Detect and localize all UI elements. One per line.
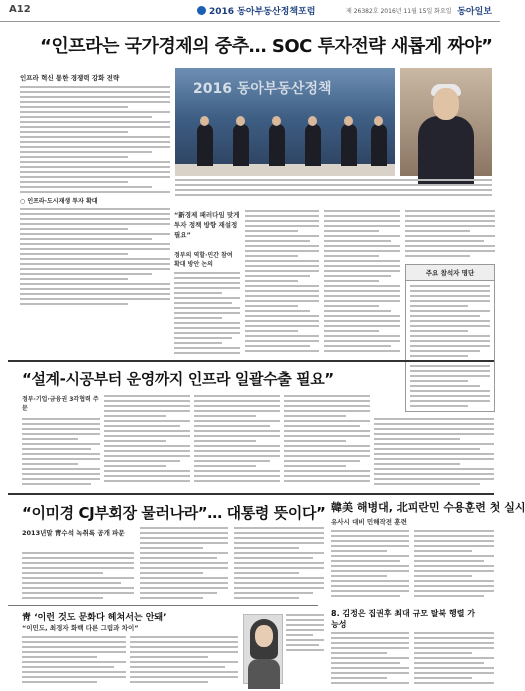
third-headline: “이미경 CJ부회장 물러나라”… 대통령 뜻이다” — [22, 504, 326, 522]
right-headline-2: 8. 김정은 집권후 최대 규모 탈북 행렬 가능성 — [331, 609, 476, 629]
second-body-col4 — [284, 395, 370, 488]
second-body-col2 — [104, 395, 190, 488]
main-body-col1b — [20, 208, 170, 308]
paper-name: 동아일보 — [457, 7, 492, 17]
page-header — [0, 0, 500, 22]
main-lead: 인프라 혁신 통한 경쟁력 강화 전략 — [20, 74, 120, 82]
photo-banner: 2016 동아부동산정책 — [193, 81, 332, 97]
attendee-box-title: 주요 참석자 명단 — [406, 265, 494, 281]
third-body-col3 — [234, 527, 324, 603]
right2-body-col2 — [414, 632, 494, 686]
section-divider-2 — [8, 493, 494, 495]
main-body-col1 — [20, 86, 170, 196]
issue-date: 제 26382호 2016년 11월 15일 화요일 — [346, 8, 452, 15]
artist-portrait — [243, 614, 283, 684]
right-body-col2 — [414, 530, 494, 602]
forum-title — [197, 4, 315, 17]
main-headline: “인프라는 국가경제의 중추… SOC 투자전략 새롭게 짜야” — [40, 36, 493, 57]
right2-body-col1 — [331, 632, 409, 686]
main-subhead-1: ○ 인프라·도시재생 투자 확대 — [20, 198, 98, 205]
portrait-caption — [286, 614, 324, 654]
bottom-headline: 靑 ‘이런 것도 문화다 헤쳐서는 안돼’ — [22, 613, 167, 623]
bottom-subhead: “이민도, 최경자 화백 다른 그림과 차이” — [22, 624, 139, 632]
second-body-col5 — [374, 418, 494, 488]
pull-quote: “新경제 패러다임 맞게 투자 정책 방향 재설정 필요” — [174, 211, 240, 239]
second-body-col1 — [22, 418, 100, 488]
speaker-photo — [400, 68, 492, 176]
circle-logo-icon — [197, 6, 206, 15]
main-body-col2 — [174, 272, 240, 356]
photo-caption — [175, 179, 492, 201]
third-body-col1 — [22, 552, 134, 602]
third-lead: 2013년말 靑수석 녹취록 공개 파문 — [22, 529, 125, 537]
right-subhead: 유사시 대비 민해작전 훈련 — [331, 518, 407, 526]
main-body-col3 — [245, 210, 319, 356]
third-body-col2 — [140, 527, 228, 603]
section-divider-1 — [8, 360, 494, 362]
pull-quote-sub: 정부의 역할·민간 참여 확대 방안 논의 — [174, 252, 233, 268]
right-headline: 韓美 해병대, 北피란민 수용훈련 첫 실시 — [331, 501, 525, 514]
right-body-col1 — [331, 530, 409, 602]
forum-title-text: 2016 동아부동산정책포럼 — [209, 7, 316, 17]
attendee-box — [405, 264, 495, 412]
bottom-body-col2 — [130, 636, 238, 686]
page-number: A12 — [9, 4, 31, 15]
main-body-col4 — [324, 210, 400, 356]
bottom-body-col1 — [22, 636, 126, 686]
second-headline: “설계-시공부터 운영까지 인프라 일괄수출 필요” — [22, 370, 334, 388]
section-divider-3 — [8, 605, 318, 606]
main-body-col5 — [405, 210, 495, 260]
second-body-col3 — [194, 395, 280, 488]
forum-photo — [175, 68, 395, 176]
second-subhead: 정부·기업·금융권 3각협력 주문 — [22, 396, 99, 412]
